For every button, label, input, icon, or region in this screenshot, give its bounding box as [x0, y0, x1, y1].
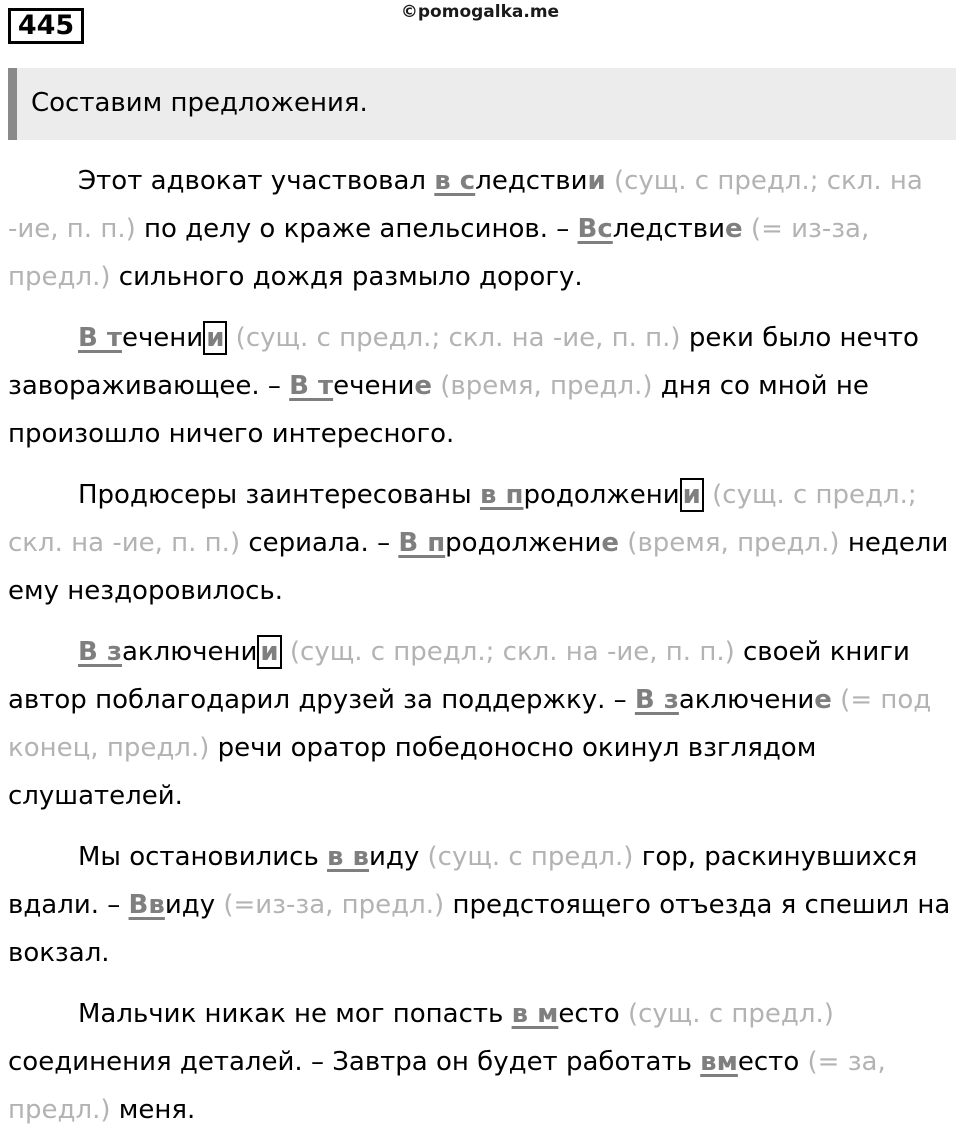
text: своей книги автор поблагодарил друзей за поддержку. –	[8, 637, 910, 715]
grammar-note: (=из-за, предл.)	[215, 890, 445, 920]
prefix-highlight: Вв	[128, 890, 165, 920]
text: ледстви	[612, 214, 726, 244]
grammar-note: (сущ. с предл.; скл. на -ие, п. п.)	[8, 166, 923, 244]
text: аключени	[121, 637, 258, 667]
exercise-content	[8, 157, 954, 1147]
prefix-highlight: в м	[511, 999, 559, 1029]
grammar-note: (= за, предл.)	[8, 1047, 886, 1125]
text: ечени	[333, 371, 415, 401]
grammar-note: (сущ. с предл.)	[419, 842, 634, 872]
text: гор, раскинувшихся вдали. –	[8, 842, 918, 920]
grammar-note: (сущ. с предл.; скл. на -ие, п. п.)	[8, 480, 917, 558]
text: предстоящего отъезда я спешил на вокзал.	[8, 890, 951, 968]
grammar-note: (= под конец, предл.)	[8, 685, 932, 763]
text: ледстви	[475, 166, 588, 196]
text: сериала. –	[240, 528, 399, 558]
boxed-ending: и	[680, 478, 704, 512]
prefix-highlight: В з	[634, 685, 679, 715]
section-title: Составим предложения.	[31, 88, 368, 118]
paragraph-prodolzhenie	[8, 471, 954, 615]
paragraph-vmesto	[8, 990, 954, 1134]
text: речи оратор победоносно окинул взглядом слушателей.	[8, 733, 817, 811]
paragraph-techenie	[8, 314, 954, 458]
text: иду	[164, 890, 216, 920]
prefix-highlight: в с	[434, 166, 476, 196]
text: аключени	[678, 685, 815, 715]
text: родолжени	[445, 528, 602, 558]
text: Мальчик никак не мог попасть	[78, 999, 512, 1029]
ending-highlight: е	[814, 685, 832, 715]
section-header	[8, 68, 956, 140]
text: сильного дождя размыло дорогу.	[110, 262, 583, 292]
grammar-note: (время, предл.)	[432, 371, 653, 401]
text: дня со мной не произошло ничего интересного.	[8, 371, 869, 449]
text: соединения деталей. – Завтра он будет работать	[8, 1047, 701, 1077]
grammar-note: (сущ. с предл.)	[619, 999, 834, 1029]
text: Продюсеры заинтересованы	[78, 480, 480, 510]
text: есто	[558, 999, 620, 1029]
text: по делу о краже апельсинов. –	[135, 214, 578, 244]
prefix-highlight: В т	[78, 323, 122, 353]
grammar-note: (сущ. с предл.; скл. на -ие, п. п.)	[281, 637, 735, 667]
text: меня.	[110, 1095, 196, 1125]
task-number: 445	[8, 8, 84, 44]
prefix-highlight: В п	[398, 528, 446, 558]
text: родолжени	[523, 480, 680, 510]
paragraph-vvidu	[8, 833, 954, 977]
text: реки было нечто завораживающее. –	[8, 323, 919, 401]
ending-highlight: е	[725, 214, 743, 244]
prefix-highlight: Вс	[577, 214, 613, 244]
paragraph-sledstvie	[8, 157, 954, 301]
text: ечени	[121, 323, 204, 353]
text: Этот адвокат участвовал	[78, 166, 435, 196]
text: есто	[737, 1047, 800, 1077]
text: иду	[369, 842, 420, 872]
paragraph-zaklyuchenie	[8, 628, 954, 820]
boxed-ending: и	[203, 321, 227, 355]
prefix-highlight: В з	[78, 637, 122, 667]
prefix-highlight: вм	[700, 1047, 738, 1077]
prefix-highlight: в в	[327, 842, 369, 872]
text: недели ему нездоровилось.	[8, 528, 949, 606]
grammar-note: (= из-за, предл.)	[8, 214, 870, 292]
prefix-highlight: В т	[289, 371, 334, 401]
grammar-note: (сущ. с предл.; скл. на -ие, п. п.)	[227, 323, 681, 353]
ending-highlight: и	[587, 166, 606, 196]
ending-highlight: е	[414, 371, 433, 401]
ending-highlight: е	[601, 528, 620, 558]
text: Мы остановились	[78, 842, 328, 872]
boxed-ending: и	[257, 635, 281, 669]
prefix-highlight: в п	[479, 480, 524, 510]
watermark: ©pomogalka.me	[400, 2, 560, 22]
grammar-note: (время, предл.)	[619, 528, 840, 558]
